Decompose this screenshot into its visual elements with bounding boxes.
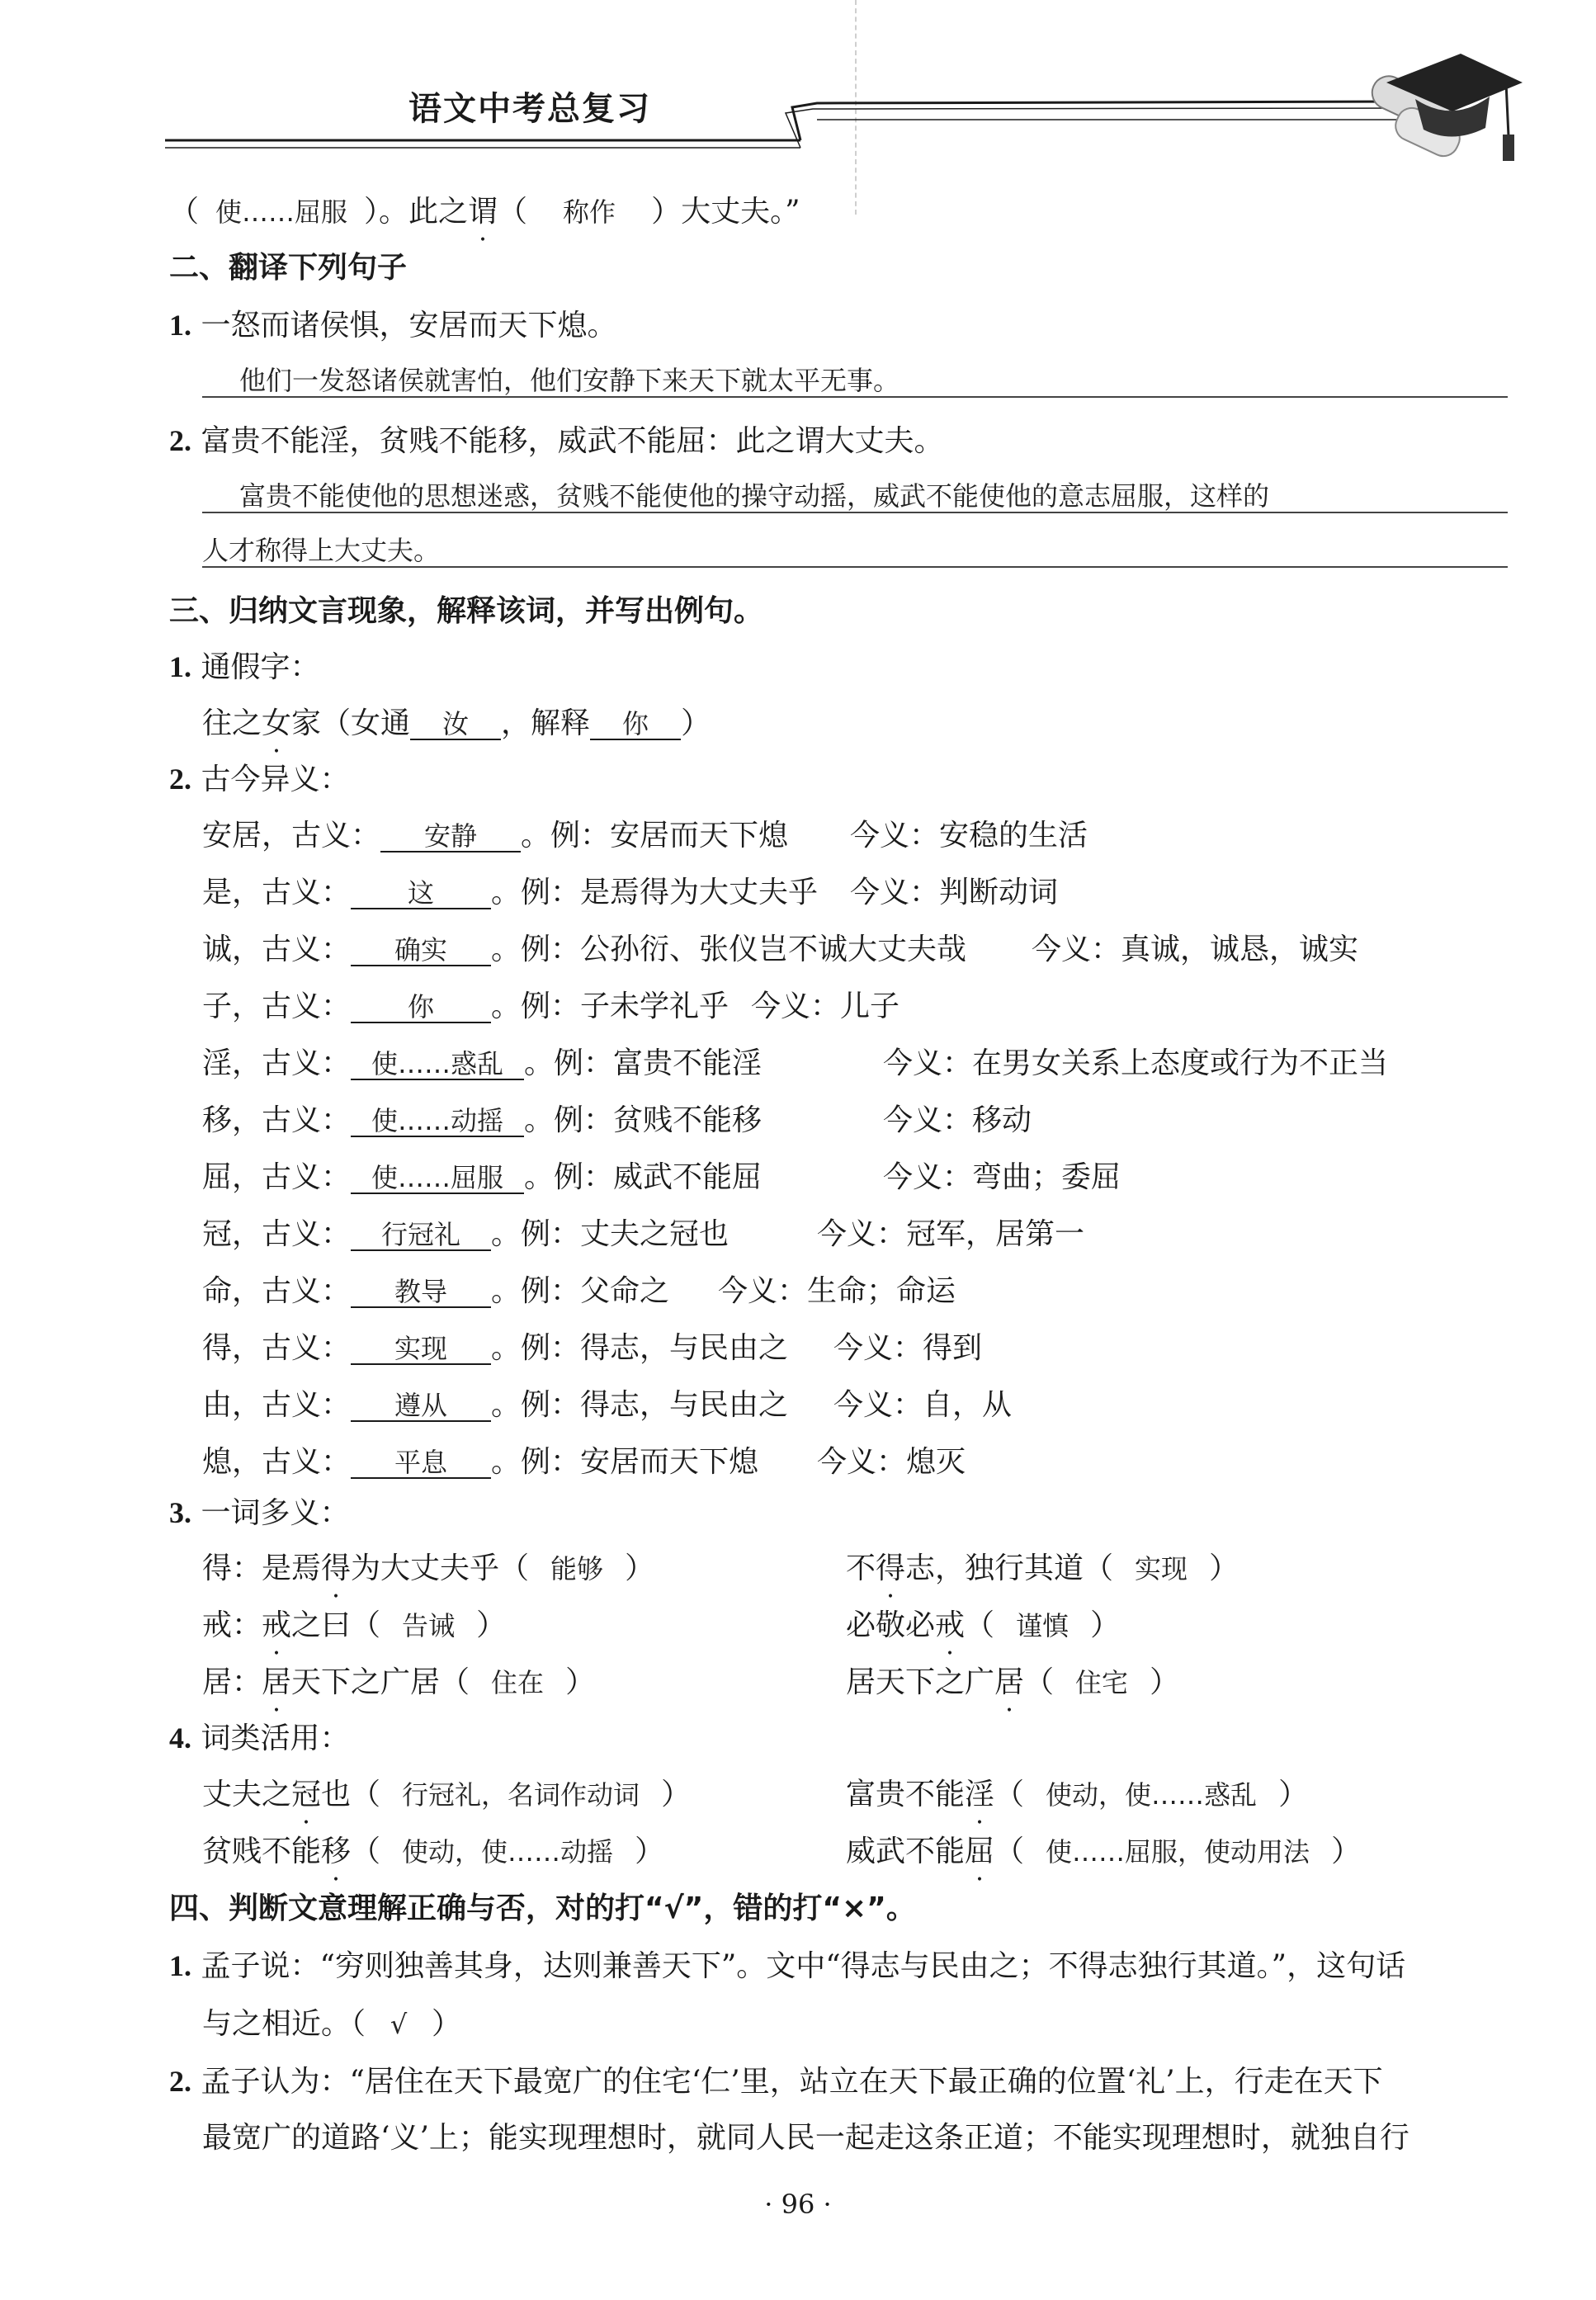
modern-meaning: 今义：儿子 (751, 989, 900, 1023)
answer-underline (202, 512, 1508, 513)
fill-blank: 这 (351, 879, 491, 909)
emphasis-char: 冠 (291, 1778, 322, 1811)
emphasis-char: 得 (876, 1551, 906, 1585)
emphasis-char: 居 (994, 1665, 1025, 1699)
answer-text: 实现 (1135, 1553, 1188, 1584)
gujin-word: 屈，古义： (202, 1160, 352, 1194)
answer-text: 使动，使……惑乱 (1046, 1779, 1258, 1811)
section-heading: 三、归纳文言现象，解释该词，并写出例句。 (169, 594, 764, 628)
modern-meaning: 今义：自，从 (833, 1388, 1013, 1422)
gujin-word: 冠，古义： (202, 1217, 352, 1251)
question-line: 1. 孟子说：“穷则独善其身，达则兼善天下”。文中“得志与民由之；不得志独行其道。”，这句话 (169, 1949, 1406, 1983)
subsection-title: 1. 通假字： (169, 650, 320, 684)
gujin-word: 子，古义： (202, 989, 352, 1023)
left-item: 贫贱不能移（ 使动，使……动摇 ） (202, 1835, 664, 1868)
answer-text: 他们一发怒诸侯就害怕，他们安静下来天下就太平无事。 (239, 365, 900, 396)
fill-blank: 使……屈服 (351, 1164, 524, 1194)
example-text: 。例：父命之 (491, 1274, 670, 1308)
gujin-row (202, 983, 1596, 1025)
example-text: 。例：富贵不能淫 (524, 1046, 763, 1080)
modern-meaning: 今义：弯曲；委屈 (883, 1160, 1121, 1194)
modern-meaning: 今义：生命；命运 (718, 1274, 956, 1308)
emphasis-char: 戒 (935, 1608, 966, 1642)
fill-blank: 教导 (351, 1278, 491, 1308)
gujin-row (202, 1154, 1596, 1196)
example-text: 。例：安居而天下熄 (491, 1445, 759, 1479)
gujin-row (202, 1040, 1596, 1082)
left-item: 居：居天下之广居（ 住在 ） (202, 1665, 595, 1699)
question-line: 2. 孟子认为：“居住在天下最宽广的住宅‘仁’里，站立在天下最正确的位置‘礼’上，行走在天下 (169, 2065, 1383, 2099)
gujin-word: 诚，古义： (202, 933, 352, 966)
fill-blank: 遵从 (351, 1391, 491, 1422)
answer-text: 使……屈服 (215, 196, 348, 228)
answer-text: 能够 (550, 1553, 604, 1584)
gujin-word: 安居，古义： (202, 819, 381, 852)
answer-text: 行冠礼，名词作动词 (402, 1779, 640, 1811)
gujin-row (202, 1438, 1596, 1481)
emphasis-char: 居 (262, 1665, 292, 1699)
answer-text: 住在 (491, 1667, 545, 1698)
gujin-word: 是，古义： (202, 876, 352, 909)
header-rule-lines (165, 95, 1518, 161)
gujin-word: 得，古义： (202, 1331, 352, 1365)
fill-blank: 实现 (351, 1334, 491, 1365)
example-text: 。例：得志，与民由之 (491, 1331, 789, 1365)
example-text: 。例：公孙衍、张仪岂不诚大丈夫哉 (491, 933, 967, 966)
section-heading: 四、判断文意理解正确与否，对的打“√”，错的打“×”。 (169, 1891, 916, 1925)
gujin-row (202, 812, 1596, 854)
gujin-row (202, 1211, 1596, 1253)
gujin-row (202, 1097, 1596, 1139)
modern-meaning: 今义：真诚，诚恳，诚实 (1032, 933, 1359, 966)
left-item: 丈夫之冠也（ 行冠礼，名词作动词 ） (202, 1778, 691, 1811)
answer-text: 人才称得上大丈夫。 (202, 535, 441, 566)
modern-meaning: 今义：冠军，居第一 (817, 1217, 1085, 1251)
example-text: 。例：贫贱不能移 (524, 1103, 763, 1137)
gujin-row (202, 1381, 1596, 1424)
emphasis-char: 屈 (965, 1835, 995, 1868)
graduation-cap-icon (1353, 37, 1535, 177)
fill-blank: 使……惑乱 (351, 1050, 524, 1080)
right-item: 不得志，独行其道（ 实现 ） (846, 1545, 1239, 1587)
fill-blank: 平息 (351, 1448, 491, 1479)
gujin-word: 淫，古义： (202, 1046, 352, 1080)
pair-row (202, 1545, 1596, 1587)
gujin-word: 由，古义： (202, 1388, 352, 1422)
fill-blank: 使……动摇 (351, 1107, 524, 1137)
question-line: 与之相近。（ √ ） (202, 2007, 462, 2041)
top-fragment-line: （ 使……屈服 ）。此之谓（ 称作 ）大丈夫。” (169, 188, 1596, 230)
answer-text: 住宅 (1075, 1667, 1129, 1698)
answer-checkmark: √ (390, 2009, 408, 2040)
gujin-row (202, 869, 1596, 911)
gujin-row (202, 1325, 1596, 1367)
example-text: 。例：子未学礼乎 (491, 989, 730, 1023)
modern-meaning: 今义：在男女关系上态度或行为不正当 (883, 1046, 1389, 1080)
tongjia-line: 往之女家（女通 汝 ，解释 你 ） (202, 706, 711, 740)
fill-blank: 汝 (410, 710, 501, 740)
answer-underline (202, 396, 1508, 398)
answer-underline (202, 566, 1508, 568)
answer-text: 谨慎 (1016, 1610, 1070, 1641)
modern-meaning: 今义：得到 (833, 1331, 983, 1365)
emphasis-char: 移 (321, 1835, 352, 1868)
modern-meaning: 今义：判断动词 (850, 876, 1059, 909)
modern-meaning: 今义：安稳的生活 (850, 819, 1088, 852)
question-line: 最宽广的道路‘义’上；能实现理想时，就同人民一起走这条正道；不能实现理想时，就独自行 (202, 2121, 1409, 2155)
example-text: 。例：得志，与民由之 (491, 1388, 789, 1422)
pair-row (202, 1828, 1596, 1870)
page-number: · 96 · (764, 2189, 832, 2220)
left-item: 戒：戒之曰（ 告诫 ） (202, 1608, 506, 1642)
right-item: 威武不能屈（ 使……屈服，使动用法 ） (846, 1828, 1361, 1870)
answer-text: 使动，使……动摇 (402, 1836, 614, 1868)
answer-text: 使……屈服，使动用法 (1046, 1836, 1310, 1868)
fill-blank: 行冠礼 (351, 1221, 491, 1251)
answer-text: 告诫 (402, 1610, 456, 1641)
left-item: 得：是焉得为大丈夫乎（ 能够 ） (202, 1551, 654, 1585)
gujin-row (202, 1268, 1596, 1310)
fill-blank: 安静 (380, 822, 521, 852)
pair-row (202, 1659, 1596, 1701)
fill-blank: 你 (351, 993, 491, 1023)
question-line: 1. 一怒而诸侯惧，安居而天下熄。 (169, 309, 617, 342)
emphasis-char: 得 (321, 1551, 352, 1585)
fill-blank: 确实 (351, 936, 491, 966)
modern-meaning: 今义：熄灭 (817, 1445, 966, 1479)
subsection-title: 2. 古今异义： (169, 763, 350, 796)
emphasis-char: 谓 (468, 195, 498, 229)
fill-blank: 你 (590, 710, 681, 740)
pair-row (202, 1602, 1596, 1644)
gujin-word: 熄，古义： (202, 1445, 352, 1479)
emphasis-char: 淫 (965, 1778, 995, 1811)
pair-row (202, 1771, 1596, 1813)
example-text: 。例：威武不能屈 (524, 1160, 763, 1194)
gujin-row (202, 926, 1596, 968)
right-item: 富贵不能淫（ 使动，使……惑乱 ） (846, 1771, 1308, 1813)
subsection-title: 4. 词类活用： (169, 1721, 350, 1755)
modern-meaning: 今义：移动 (883, 1103, 1032, 1137)
example-text: 。例：是焉得为大丈夫乎 (491, 876, 819, 909)
answer-text: 富贵不能使他的思想迷惑，贫贱不能使他的操守动摇，威武不能使他的意志屈服，这样的 (239, 480, 1270, 512)
gujin-word: 移，古义： (202, 1103, 352, 1137)
subsection-title: 3. 一词多义： (169, 1496, 350, 1530)
page-header-title: 语文中考总复习 (408, 89, 651, 128)
example-text: 。例：安居而天下熄 (521, 819, 789, 852)
gujin-word: 命，古义： (202, 1274, 352, 1308)
example-text: 。例：丈夫之冠也 (491, 1217, 730, 1251)
answer-text: 称作 (563, 196, 616, 228)
section-heading: 二、翻译下列句子 (169, 251, 408, 285)
emphasis-char: 戒 (262, 1608, 292, 1642)
question-line: 2. 富贵不能淫，贫贱不能移，威武不能屈：此之谓大丈夫。 (169, 424, 944, 458)
emphasis-char: 女 (262, 706, 292, 740)
right-item: 居天下之广居（ 住宅 ） (846, 1659, 1179, 1701)
right-item: 必敬必戒（ 谨慎 ） (846, 1602, 1120, 1644)
